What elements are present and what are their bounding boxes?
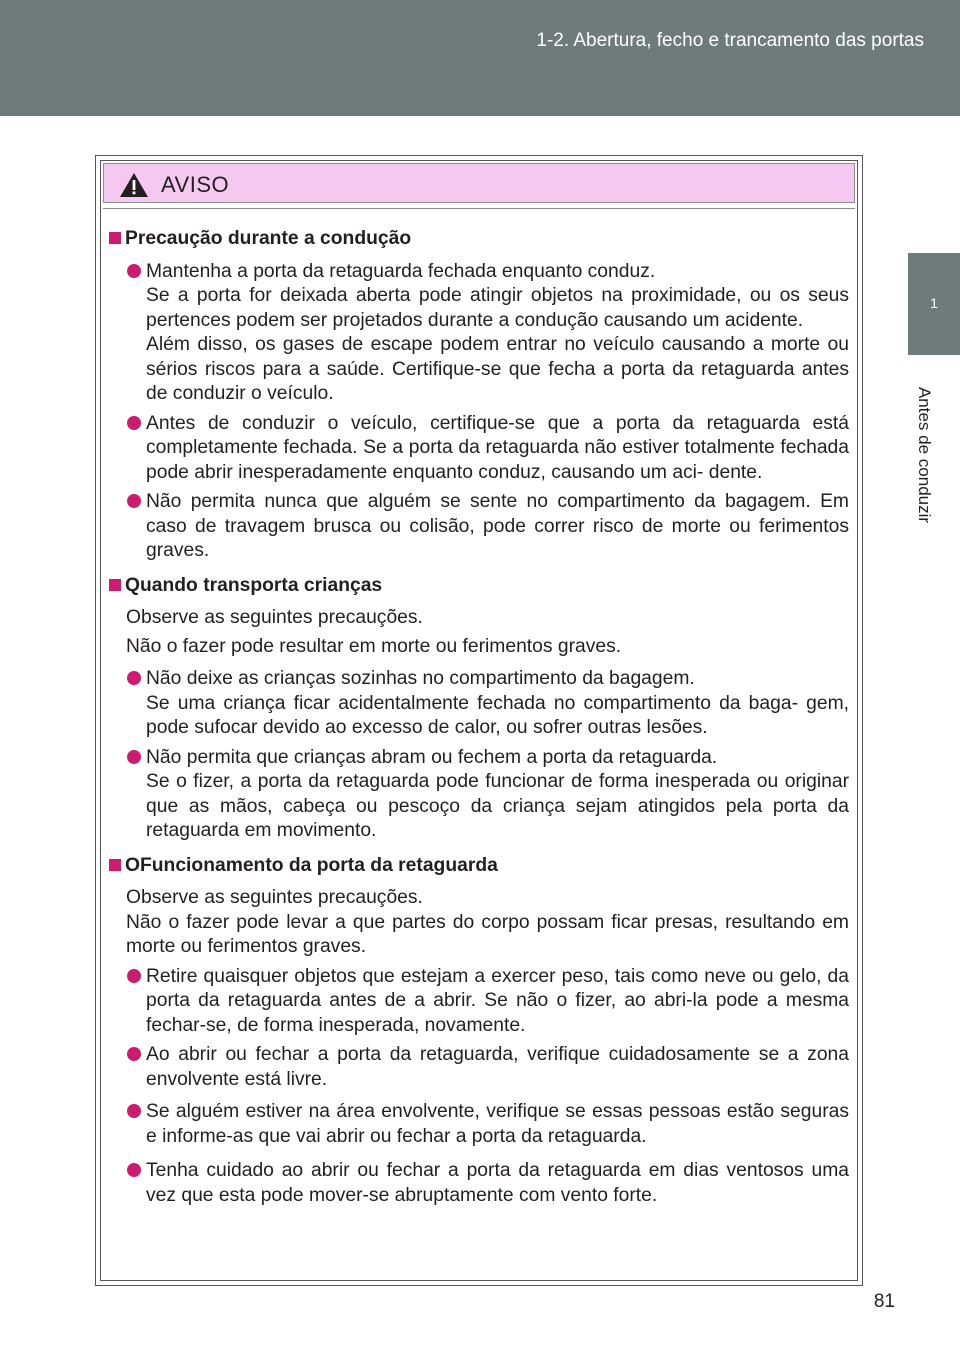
chapter-number: 1 bbox=[930, 295, 938, 311]
section-heading: Quando transporta crianças bbox=[101, 574, 857, 599]
list-item: Se alguém estiver na área envolvente, verifique se essas pessoas estão seguras e informe-as que vai abrir ou fechar a porta da retaguarda. bbox=[101, 1100, 857, 1149]
square-bullet-icon bbox=[109, 859, 121, 871]
list-item: Não permita nunca que alguém se sente no compartimento da bagagem. Em caso de travagem brusca ou colisão, pode correr risco de morte ou ferimentos graves. bbox=[101, 490, 857, 564]
section-heading: OFuncionamento da porta da retaguarda bbox=[101, 854, 857, 879]
section-intro: Observe as seguintes precauções. Não o fazer pode resultar em morte ou ferimentos graves. bbox=[126, 607, 622, 657]
bullet-icon bbox=[127, 264, 141, 278]
warning-header bbox=[103, 163, 855, 203]
list-item: Tenha cuidado ao abrir ou fechar a porta da retaguarda em dias ventosos uma vez que esta pode mover-se abruptamente com vento forte. bbox=[101, 1159, 857, 1208]
bullet-icon bbox=[127, 1047, 141, 1061]
bullet-icon bbox=[127, 1163, 141, 1177]
bullet-icon bbox=[127, 1104, 141, 1118]
list-item: Não deixe as crianças sozinhas no compartimento da bagagem. Se uma criança ficar acidentalmente fechada no compartimento da baga- gem, pode sufocar devido ao excesso de calor, ou sofrer outras lesões. bbox=[101, 667, 857, 741]
list-item: Retire quaisquer objetos que estejam a exercer peso, tais como neve ou gelo, da porta da retaguarda antes de a abrir. Se não o fizer, ao abri-la pode a mesma fechar-se, de forma inesperada, novamente. bbox=[101, 965, 857, 1039]
section-heading: Precaução durante a condução bbox=[101, 227, 857, 252]
chapter-label-container bbox=[908, 355, 940, 555]
section-intro: Observe as seguintes precauções. Não o fazer pode levar a que partes do corpo possam ficar presas, resultando em morte ou ferimentos graves. bbox=[126, 887, 849, 957]
chapter-label: Antes de conduzir bbox=[915, 386, 934, 524]
chapter-tab bbox=[908, 253, 960, 355]
square-bullet-icon bbox=[109, 232, 121, 244]
page-header bbox=[0, 0, 960, 116]
bullet-icon bbox=[127, 750, 141, 764]
bullet-icon bbox=[127, 969, 141, 983]
list-item: Antes de conduzir o veículo, certifique-se que a porta da retaguarda está completamente fechada. Se a porta da retaguarda não estiver totalmente fechada pode abrir inesperadamente enquanto conduz, causando um aci- dente. bbox=[101, 412, 857, 486]
page-number: 81 bbox=[873, 1291, 895, 1312]
warning-triangle-icon bbox=[119, 172, 149, 198]
list-item: Ao abrir ou fechar a porta da retaguarda, verifique cuidadosamente se a zona envolvente está livre. bbox=[101, 1043, 857, 1092]
bullet-icon bbox=[127, 416, 141, 430]
list-item: Não permita que crianças abram ou fechem a porta da retaguarda. Se o fizer, a porta da retaguarda pode funcionar de forma inesperada ou originar que as mãos, cabeça ou pescoço da criança sejam atingidos pela porta da retaguarda em movimento. bbox=[101, 746, 857, 844]
divider bbox=[103, 208, 855, 209]
list-item: Mantenha a porta da retaguarda fechada enquanto conduz. Se a porta for deixada aberta pode atingir objetos na proximidade, ou os seus pertences podem ser projetados durante a condução causando um acidente. Além disso, os gases de escape podem entrar no veículo causando a morte ou sérios riscos para a saúde. Certifique-se que fecha a porta da retaguarda antes de conduzir o veículo. bbox=[101, 260, 857, 407]
warning-content bbox=[101, 219, 857, 1208]
warning-title: AVISO bbox=[161, 172, 230, 197]
section-title: 1-2. Abertura, fecho e trancamento das portas bbox=[536, 30, 924, 51]
warning-box bbox=[95, 155, 863, 1286]
bullet-icon bbox=[127, 671, 141, 685]
bullet-icon bbox=[127, 494, 141, 508]
square-bullet-icon bbox=[109, 579, 121, 591]
